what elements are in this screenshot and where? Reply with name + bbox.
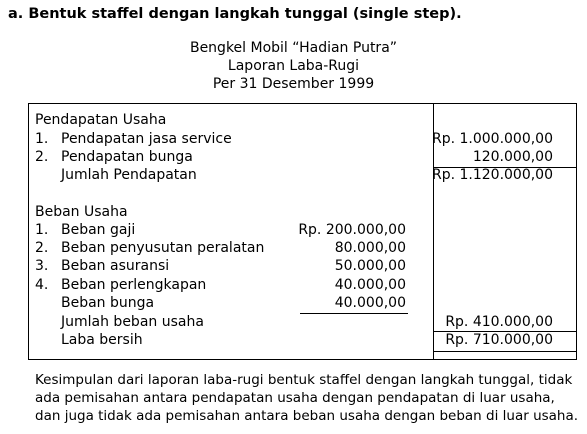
conclusion-line: dan juga tidak ada pemisahan antara beban usaha dengan beban di luar usaha. [35, 408, 579, 424]
revenue-total-label: Jumlah Pendapatan [61, 167, 197, 183]
section-heading: a. Bentuk staffel dengan langkah tunggal (single step). [8, 6, 462, 22]
expense-item-label: Beban perlengkapan [61, 277, 207, 293]
report-title: Laporan Laba-Rugi [227, 58, 360, 74]
expense-section-title: Beban Usaha [35, 204, 128, 220]
expense-item-number: 1. [35, 222, 49, 238]
expense-item-label: Beban penyusutan peralatan [61, 240, 265, 256]
report-period: Per 31 Desember 1999 [212, 76, 375, 92]
expense-item-amount: Rp. 200.000,00 [298, 222, 406, 238]
revenue-item-number: 1. [35, 131, 49, 147]
expense-item-label: Beban bunga [61, 295, 155, 311]
expense-item-number: 3. [35, 258, 49, 274]
revenue-item-amount: 120.000,00 [472, 149, 553, 165]
conclusion-line: ada pemisahan antara pendapatan usaha dengan pendapatan di luar usaha, [35, 390, 555, 406]
expense-total-amount: Rp. 410.000,00 [445, 314, 553, 330]
expense-item-amount: 40.000,00 [334, 277, 406, 293]
conclusion-line: Kesimpulan dari laporan laba-rugi bentuk staffel dengan langkah tunggal, tidak [35, 372, 573, 388]
revenue-item-label: Pendapatan jasa service [61, 131, 232, 147]
expense-item-label: Beban asuransi [61, 258, 170, 274]
company-name: Bengkel Mobil “Hadian Putra” [189, 40, 398, 56]
expense-item-amount: 80.000,00 [334, 240, 406, 256]
revenue-item-number: 2. [35, 149, 49, 165]
revenue-total-amount: Rp. 1.120.000,00 [431, 167, 553, 183]
expense-item-amount: 50.000,00 [334, 258, 406, 274]
net-income-underline [434, 351, 577, 352]
net-income-label: Laba bersih [61, 332, 143, 348]
net-income-amount: Rp. 710.000,00 [445, 332, 553, 348]
expense-item-label: Beban gaji [61, 222, 136, 238]
expense-item-amount: 40.000,00 [334, 295, 406, 311]
revenue-item-label: Pendapatan bunga [61, 149, 193, 165]
expense-item-number: 2. [35, 240, 49, 256]
revenue-item-amount: Rp. 1.000.000,00 [431, 131, 553, 147]
expense-subtotal-line [300, 313, 408, 314]
expense-total-label: Jumlah beban usaha [61, 314, 204, 330]
expense-item-number: 4. [35, 277, 49, 293]
revenue-section-title: Pendapatan Usaha [35, 112, 167, 128]
